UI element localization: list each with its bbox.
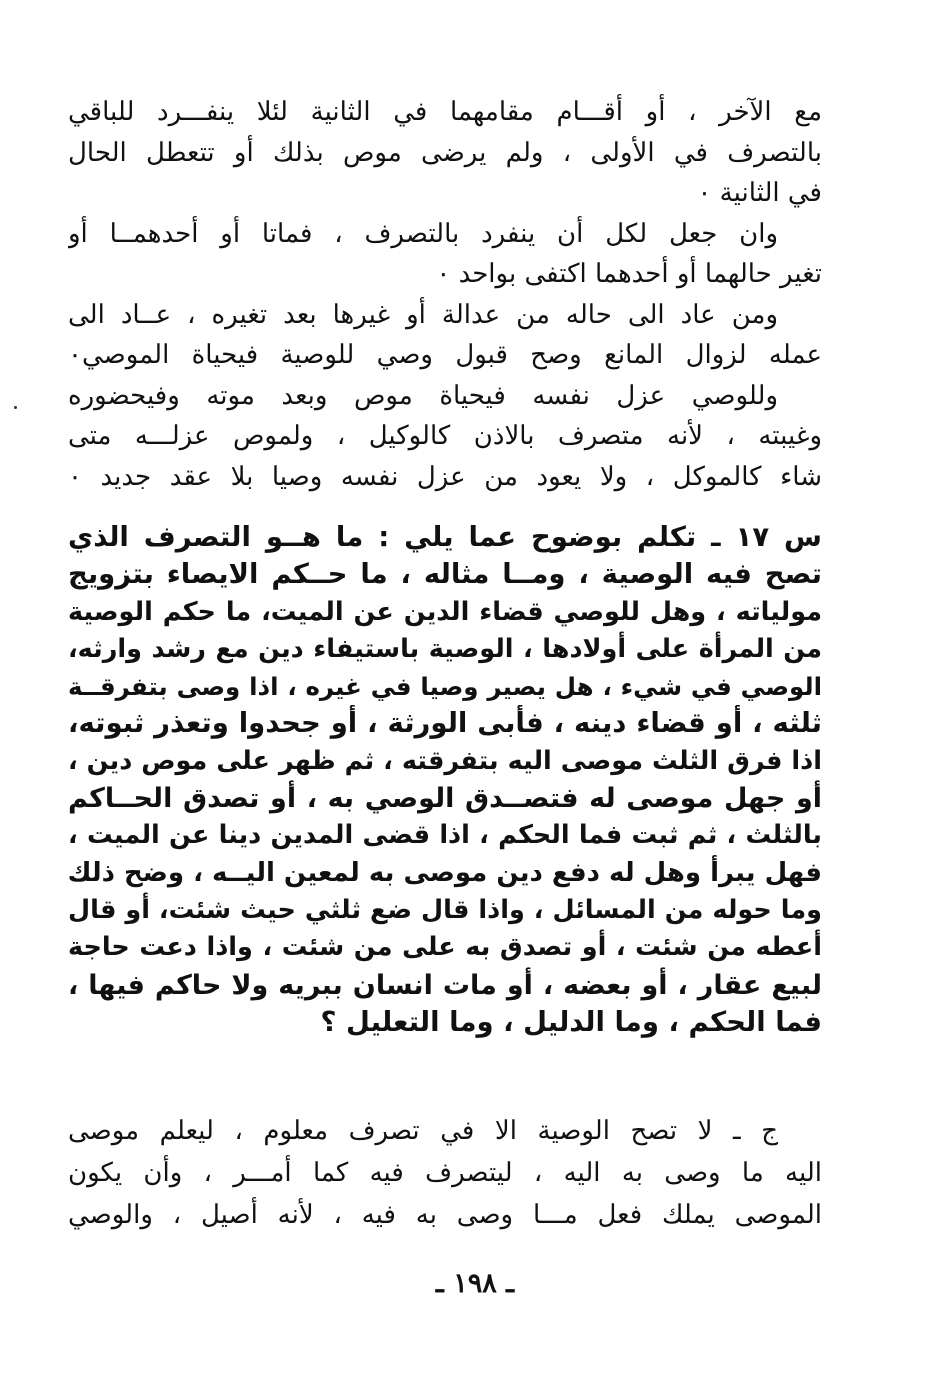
text-line: عمله لزوال المانع وصح قبول وصي للوصية فيحياة الموصي٠ <box>68 340 822 370</box>
question-line: بالثلث ، ثم ثبت فما الحكم ، اذا قضى المدين دينا عن الميت ، <box>68 820 822 851</box>
regular-paragraphs <box>68 92 822 497</box>
question-line: تصح فيه الوصية ، ومــا مثاله ، ما حــكم الايصاء بتزويج <box>68 558 822 591</box>
text-line: ومن عاد الى حاله من عدالة أو غيرها بعد تغيره ، عــاد الى <box>68 299 778 330</box>
text-line: بالتصرف في الأولى ، ولم يرضى موص بذلك أو تتعطل الحال <box>68 137 822 168</box>
question-line: مولياته ، وهل للوصي قضاء الدين عن الميت، ما حكم الوصية <box>68 596 822 627</box>
text-line: مع الآخر ، أو أقـــام مقامهما في الثانية لئلا ينفـــرد للباقي <box>68 97 822 127</box>
question-line: أو جهل موصى له فتصــدق الوصي به ، أو تصدق الحــاكم <box>68 783 822 815</box>
question-line: من المرأة على أولادها ، الوصية باستيفاء دين مع رشد وارثه، <box>68 633 822 664</box>
text-line: في الثانية ٠ <box>697 178 822 208</box>
question-line: لبيع عقار ، أو بعضه ، أو مات انسان ببريه ولا حاكم فيها ، <box>68 969 822 1001</box>
question-line: س ١٧ ـ تكلم بوضوح عما يلي : ما هــو التصرف الذي <box>68 521 822 553</box>
question-line: فما الحكم ، وما الدليل ، وما التعليل ؟ <box>320 1005 822 1038</box>
answer-block <box>68 1110 822 1236</box>
question-line: وما حوله من المسائل ، واذا قال ضع ثلثي حيث شئت، أو قال <box>68 894 822 925</box>
question-block <box>68 519 822 1041</box>
question-line: ثلثه ، أو قضاء دينه ، فأبى الورثة ، أو جحدوا وتعذر ثبوته، <box>68 707 822 740</box>
scan-speck <box>14 406 17 409</box>
page-number: ـ ١٩٨ ـ <box>435 1268 515 1299</box>
text-line: وللوصي عزل نفسه فيحياة موص وبعد موته وفيحضوره <box>68 380 778 411</box>
answer-line: ج ـ لا تصح الوصية الا في تصرف معلوم ، ليعلم موصى <box>68 1116 778 1146</box>
text-line: وان جعل لكل أن ينفرد بالتصرف ، فماتا أو أحدهمــا أو <box>68 218 778 249</box>
question-line: اذا فرق الثلث موصى اليه بتفرقته ، ثم ظهر على موص دين ، <box>68 745 822 776</box>
question-line: أعطه من شئت ، أو تصدق به على من شئت ، واذا دعت حاجة <box>68 932 822 963</box>
text-line: تغير حالهما أو أحدهما اكتفى بواحد ٠ <box>436 259 822 289</box>
answer-line: الموصى يملك فعل مـــا وصى به فيه ، لأنه أصيل ، والوصي <box>68 1200 822 1230</box>
question-line: الوصي في شيء ، هل يصير وصيا في غيره ، اذا وصى بتفرقــة <box>68 672 822 702</box>
question-line: فهل يبرأ وهل له دفع دين موصى به لمعين اليــه ، وضح ذلك <box>68 857 822 888</box>
text-line: وغيبته ، لأنه متصرف بالاذن كالوكيل ، ولموص عزلـــه متى <box>68 421 822 451</box>
text-line: شاء كالموكل ، ولا يعود من عزل نفسه وصيا بلا عقد جديد ٠ <box>68 461 822 492</box>
answer-line: اليه ما وصى به اليه ، ليتصرف فيه كما أمـــر ، وأن يكون <box>68 1158 822 1188</box>
